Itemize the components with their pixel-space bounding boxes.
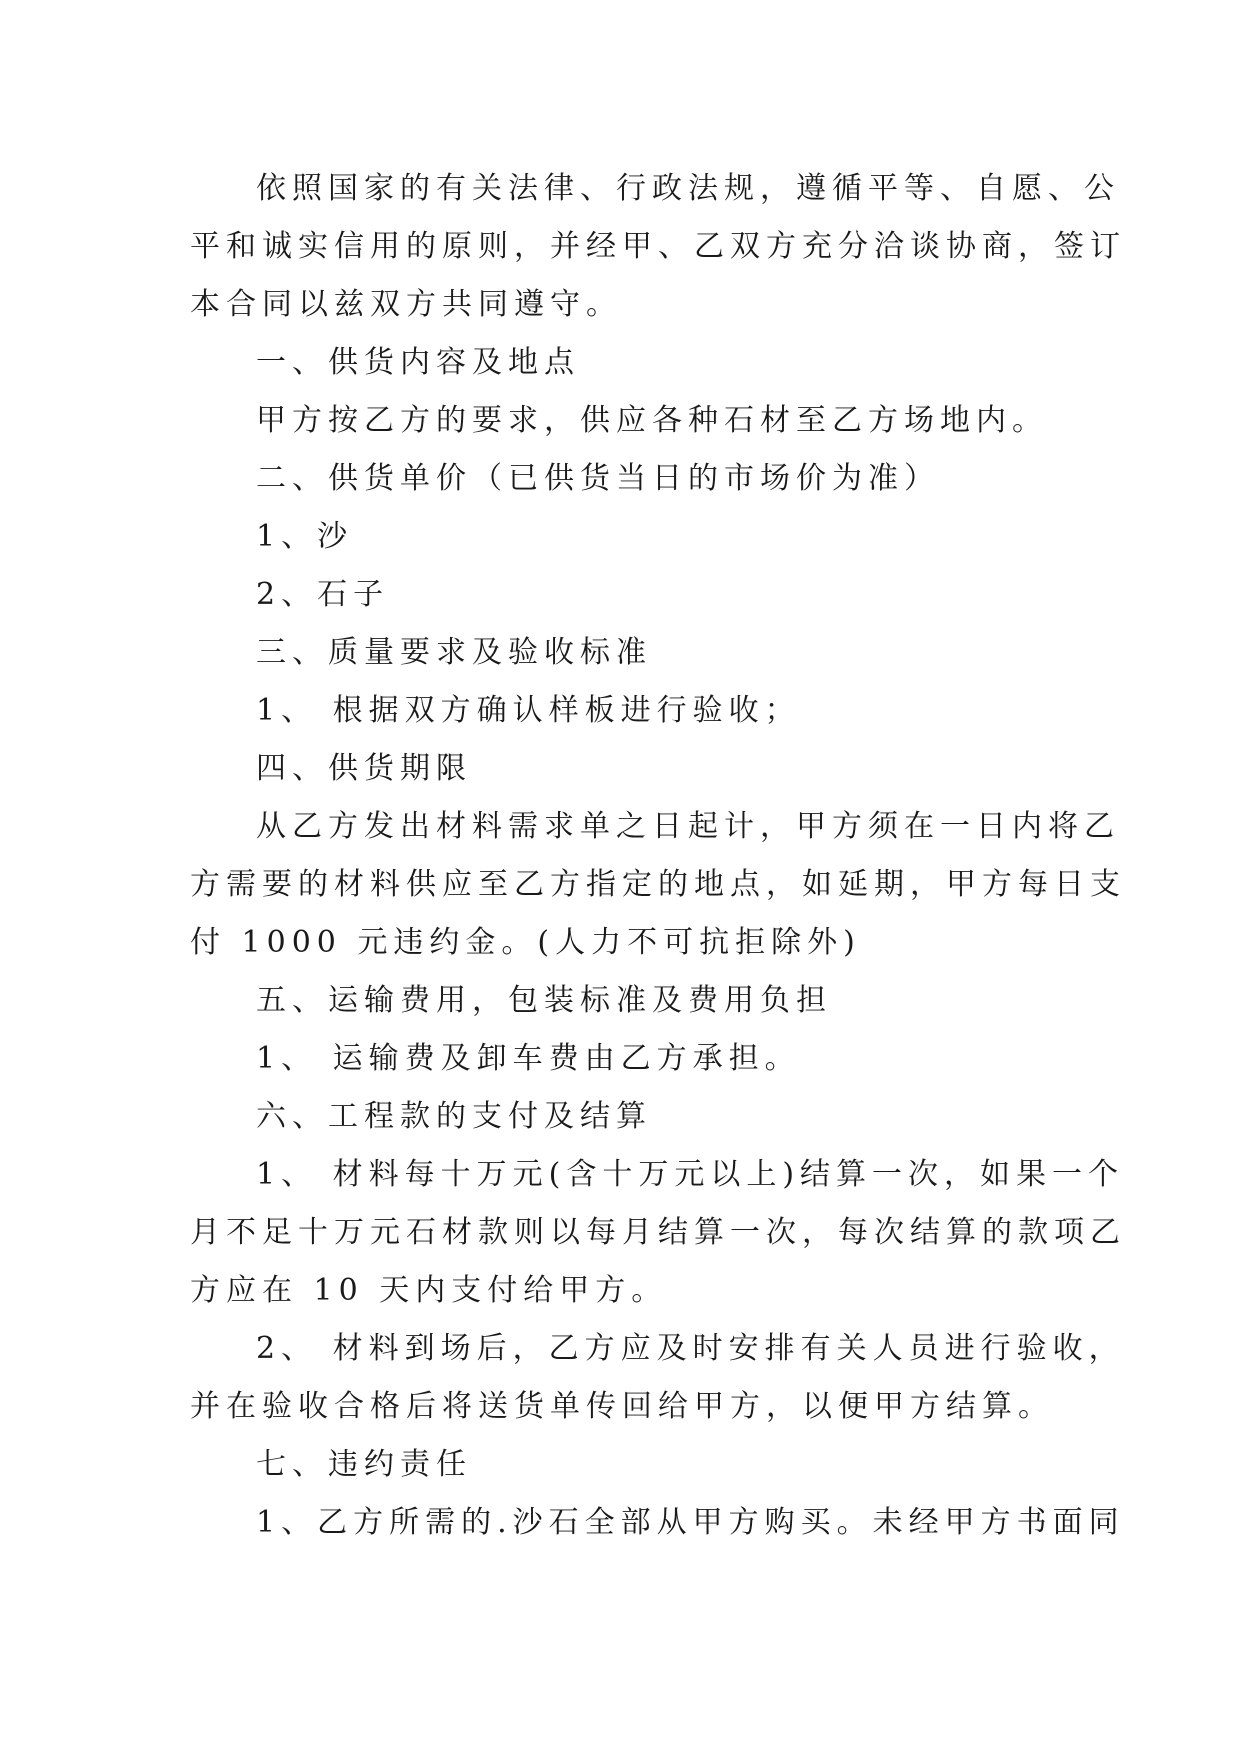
section-heading-2 <box>190 450 1070 508</box>
list-item-stone <box>190 566 1070 624</box>
text-line: 1、沙 <box>256 519 354 554</box>
text-line: 二、供货单价（已供货当日的市场价为准） <box>256 461 940 496</box>
list-item-transport <box>190 1030 1070 1088</box>
text-line: 付 1000 元违约金。(人力不可抗拒除外) <box>190 925 861 960</box>
text-line: 1、乙方所需的.沙石全部从甲方购买。未经甲方书面同 <box>256 1505 1125 1540</box>
list-item-sand <box>190 508 1070 566</box>
text-line: 1、 运输费及卸车费由乙方承担。 <box>256 1041 801 1076</box>
text-line: 1、 材料每十万元(含十万元以上)结算一次，如果一个 <box>256 1157 1125 1192</box>
text-line: 方需要的材料供应至乙方指定的地点，如延期，甲方每日支 <box>190 867 1126 902</box>
list-item-settlement-1 <box>190 1146 1126 1320</box>
list-item-liability-1 <box>190 1494 1125 1552</box>
section-heading-1 <box>190 334 1070 392</box>
paragraph-supply-period <box>190 798 1126 972</box>
text-line: 一、供货内容及地点 <box>256 345 580 380</box>
section-heading-4 <box>190 740 1070 798</box>
section-heading-5 <box>190 972 1070 1030</box>
text-line: 四、供货期限 <box>256 751 472 786</box>
section-heading-3 <box>190 624 1070 682</box>
text-line: 2、石子 <box>256 577 390 612</box>
text-line: 七、违约责任 <box>256 1447 472 1482</box>
text-line: 三、质量要求及验收标准 <box>256 635 652 670</box>
section-heading-6 <box>190 1088 1070 1146</box>
text-line: 五、运输费用，包装标准及费用负担 <box>256 983 832 1018</box>
text-line: 方应在 10 天内支付给甲方。 <box>190 1273 668 1308</box>
paragraph-preamble <box>190 160 1126 334</box>
list-item-settlement-2 <box>190 1320 1125 1436</box>
text-line: 依照国家的有关法律、行政法规，遵循平等、自愿、公 <box>256 171 1120 206</box>
text-line: 本合同以兹双方共同遵守。 <box>190 287 622 322</box>
text-line: 1、 根据双方确认样板进行验收； <box>256 693 801 728</box>
text-line: 甲方按乙方的要求，供应各种石材至乙方场地内。 <box>256 403 1048 438</box>
text-line: 从乙方发出材料需求单之日起计，甲方须在一日内将乙 <box>256 809 1120 844</box>
text-line: 并在验收合格后将送货单传回给甲方，以便甲方结算。 <box>190 1389 1054 1424</box>
section-heading-7 <box>190 1436 1070 1494</box>
document-body <box>190 160 1126 1552</box>
text-line: 2、 材料到场后，乙方应及时安排有关人员进行验收， <box>256 1331 1125 1366</box>
text-line: 六、工程款的支付及结算 <box>256 1099 652 1134</box>
paragraph-supply-content <box>190 392 1070 450</box>
text-line: 平和诚实信用的原则，并经甲、乙双方充分洽谈协商，签订 <box>190 229 1126 264</box>
text-line: 月不足十万元石材款则以每月结算一次，每次结算的款项乙 <box>190 1215 1126 1250</box>
list-item-acceptance <box>190 682 1070 740</box>
